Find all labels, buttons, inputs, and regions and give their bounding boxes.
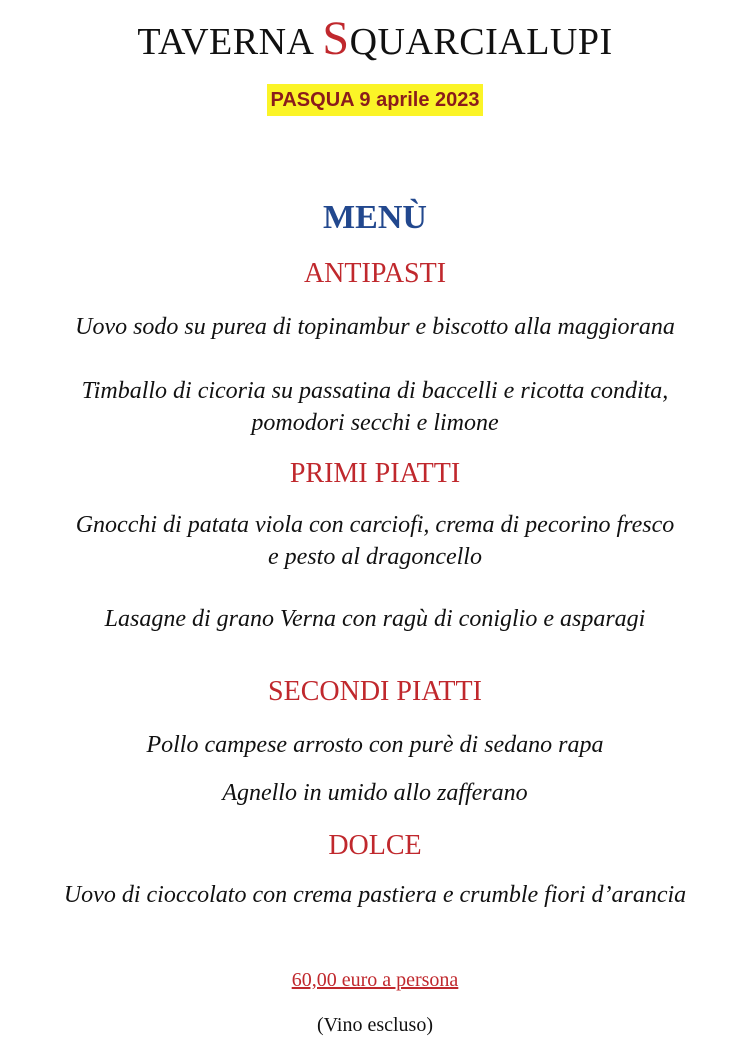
dish-secondo-1: Pollo campese arrosto con purè di sedano rapa xyxy=(146,732,604,758)
dish-dolce-1: Uovo di cioccolato con crema pastiera e crumble fiori d’arancia xyxy=(63,882,687,908)
dish-antipasto-1: Uovo sodo su purea di topinambur e biscotto alla maggiorana xyxy=(75,314,675,340)
dish-primo-1-line2: e pesto al dragoncello xyxy=(268,544,482,570)
dish-secondo-2: Agnello in umido allo zafferano xyxy=(222,780,528,806)
section-primi-heading: PRIMI PIATTI xyxy=(289,458,461,489)
menu-title: MENÙ xyxy=(323,199,427,236)
event-date: PASQUA 9 aprile 2023 xyxy=(267,84,484,116)
dish-primo-1-line1: Gnocchi di patata viola con carciofi, crema di pecorino fresco xyxy=(75,512,675,538)
section-dolce-heading: DOLCE xyxy=(328,830,422,861)
section-secondi-heading: SECONDI PIATTI xyxy=(268,676,482,707)
title-word-rest: QUARCIALUPI xyxy=(349,21,613,63)
restaurant-name xyxy=(0,12,750,69)
date-banner xyxy=(0,84,750,116)
wine-note: (Vino escluso) xyxy=(317,1014,433,1036)
price-link[interactable]: 60,00 euro a persona xyxy=(291,969,459,991)
dish-primo-2: Lasagne di grano Verna con ragù di coniglio e asparagi xyxy=(104,606,646,632)
dish-antipasto-2-line2: pomodori secchi e limone xyxy=(251,410,499,436)
section-antipasti-heading: ANTIPASTI xyxy=(303,258,447,289)
title-initial-s: S xyxy=(322,12,350,65)
dish-antipasto-2-line1: Timballo di cicoria su passatina di baccelli e ricotta condita, xyxy=(81,378,669,404)
title-word-taverna: TAVERNA xyxy=(137,21,313,63)
